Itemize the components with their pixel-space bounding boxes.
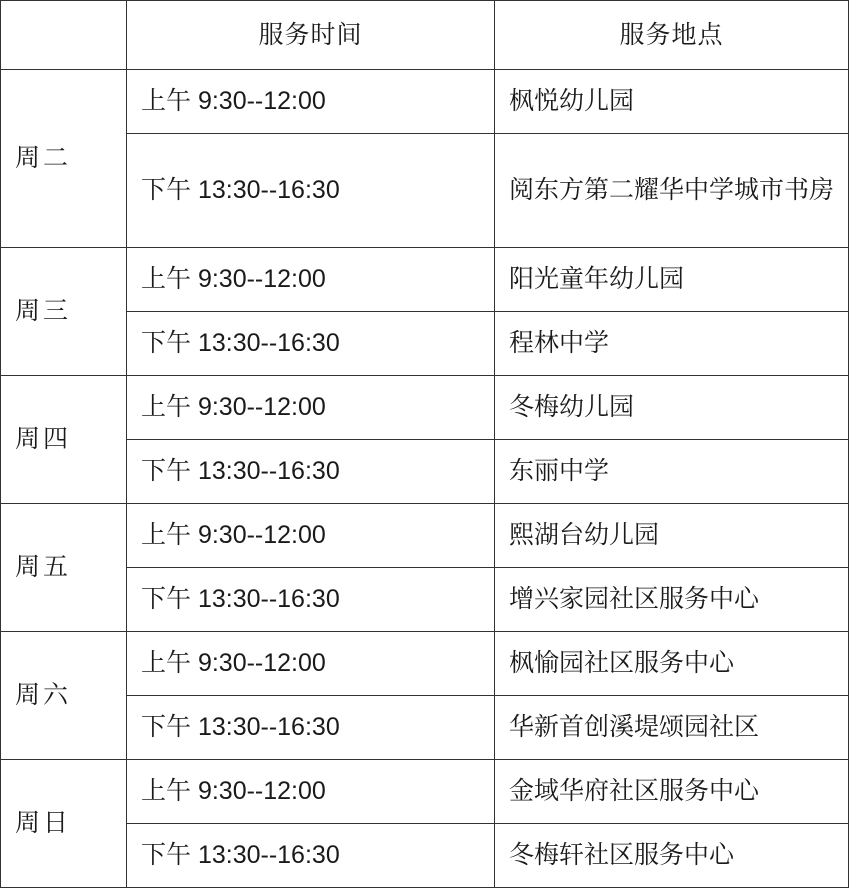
day-cell: 周六 xyxy=(1,631,127,759)
service-location-cell: 熙湖台幼儿园 xyxy=(495,503,849,567)
table-header xyxy=(1,1,849,70)
service-location-cell: 枫愉园社区服务中心 xyxy=(495,631,849,695)
table-row xyxy=(1,823,849,887)
table-row xyxy=(1,503,849,567)
table-row xyxy=(1,375,849,439)
table-row xyxy=(1,70,849,134)
day-cell: 周日 xyxy=(1,759,127,887)
header-cell-service-time: 服务时间 xyxy=(127,1,495,70)
table-row xyxy=(1,247,849,311)
service-time-cell: 上午 9:30--12:00 xyxy=(127,631,495,695)
service-time-cell: 下午 13:30--16:30 xyxy=(127,823,495,887)
day-cell: 周二 xyxy=(1,70,127,248)
day-cell: 周三 xyxy=(1,247,127,375)
service-location-cell: 东丽中学 xyxy=(495,439,849,503)
service-location-cell: 枫悦幼儿园 xyxy=(495,70,849,134)
table-row xyxy=(1,695,849,759)
day-cell: 周四 xyxy=(1,375,127,503)
table-row xyxy=(1,134,849,248)
service-location-cell: 冬梅轩社区服务中心 xyxy=(495,823,849,887)
table-row xyxy=(1,439,849,503)
table-header-row xyxy=(1,1,849,70)
header-cell-service-location: 服务地点 xyxy=(495,1,849,70)
service-location-cell: 金域华府社区服务中心 xyxy=(495,759,849,823)
service-location-cell: 阳光童年幼儿园 xyxy=(495,247,849,311)
service-time-cell: 上午 9:30--12:00 xyxy=(127,70,495,134)
table-row xyxy=(1,567,849,631)
service-time-cell: 下午 13:30--16:30 xyxy=(127,311,495,375)
service-location-cell: 冬梅幼儿园 xyxy=(495,375,849,439)
table-body xyxy=(1,70,849,888)
service-location-cell: 阅东方第二耀华中学城市书房 xyxy=(495,134,849,248)
service-location-cell: 华新首创溪堤颂园社区 xyxy=(495,695,849,759)
service-location-cell: 程林中学 xyxy=(495,311,849,375)
table-row xyxy=(1,759,849,823)
service-time-cell: 下午 13:30--16:30 xyxy=(127,695,495,759)
service-time-cell: 上午 9:30--12:00 xyxy=(127,503,495,567)
service-time-cell: 下午 13:30--16:30 xyxy=(127,439,495,503)
service-time-cell: 下午 13:30--16:30 xyxy=(127,134,495,248)
service-location-cell: 增兴家园社区服务中心 xyxy=(495,567,849,631)
service-time-cell: 上午 9:30--12:00 xyxy=(127,247,495,311)
service-time-cell: 上午 9:30--12:00 xyxy=(127,375,495,439)
day-cell: 周五 xyxy=(1,503,127,631)
service-time-cell: 下午 13:30--16:30 xyxy=(127,567,495,631)
header-cell-day xyxy=(1,1,127,70)
table-row xyxy=(1,311,849,375)
table-row xyxy=(1,631,849,695)
service-time-cell: 上午 9:30--12:00 xyxy=(127,759,495,823)
